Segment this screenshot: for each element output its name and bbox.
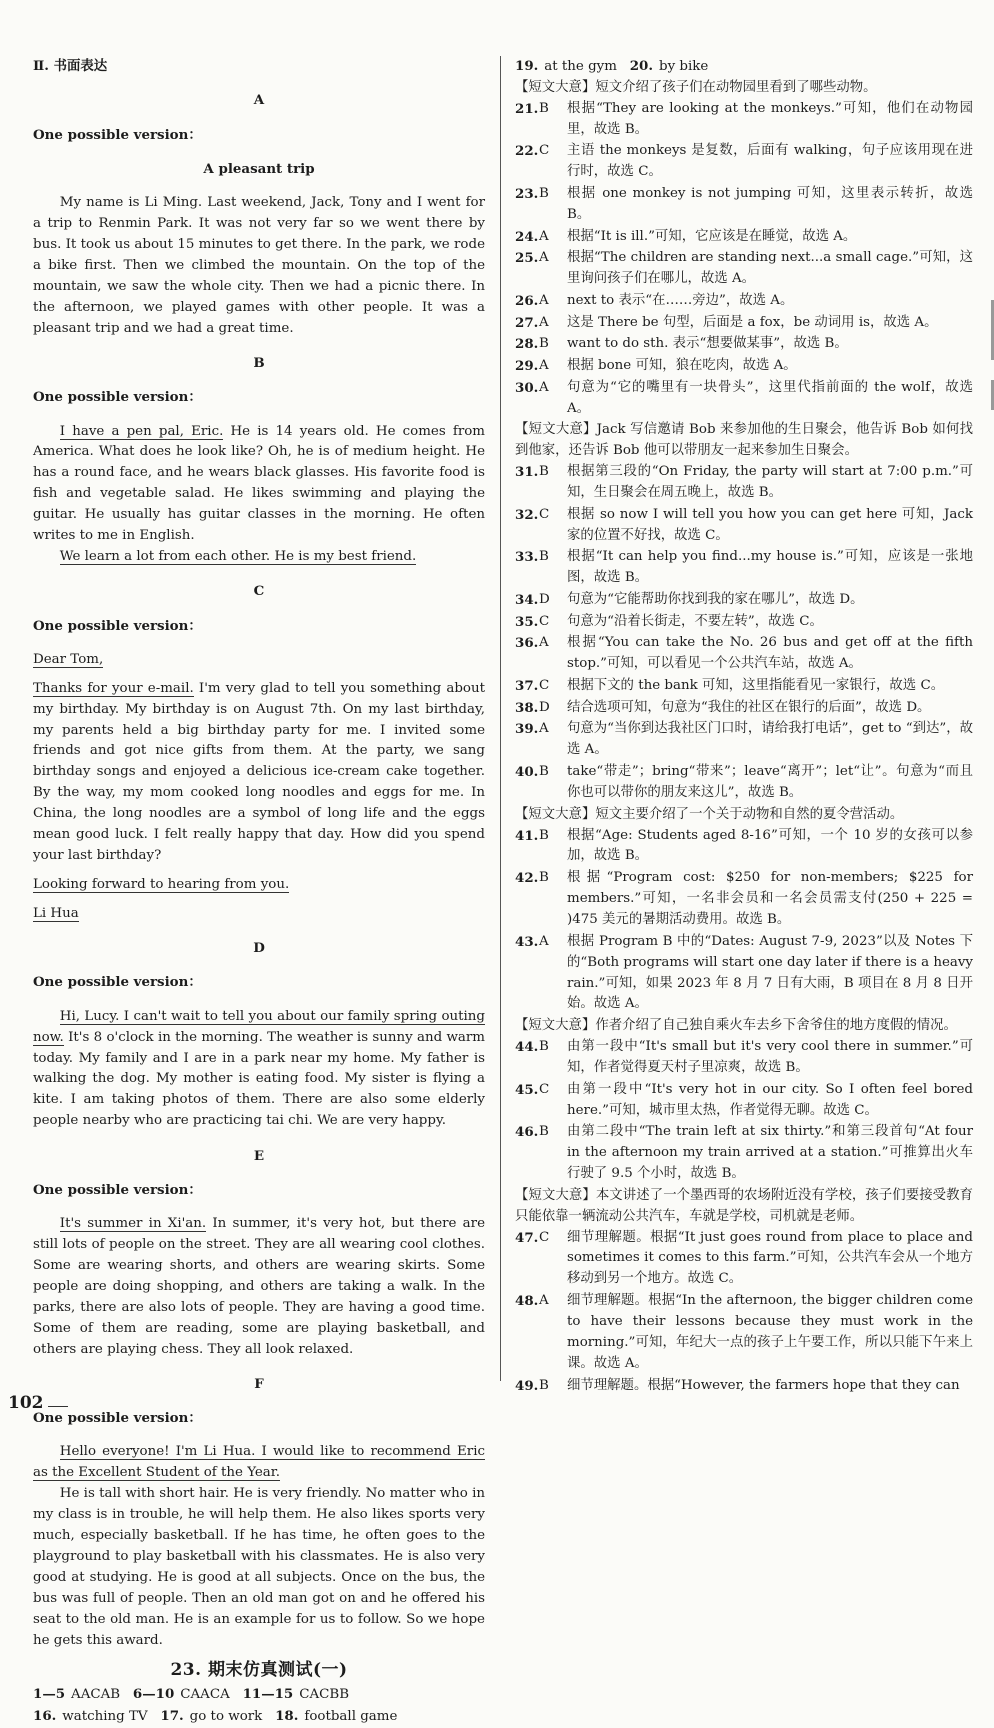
question-number: 38. xyxy=(515,699,539,716)
answer-item xyxy=(515,1291,973,1375)
answer-list xyxy=(515,826,973,1016)
answer-explanation: 根据“It can help you find...my house is.”可知，应该是一张地图，故选 B。 xyxy=(567,549,973,586)
answer-number: 20. xyxy=(629,58,654,74)
essay-d-body: It's 8 o'clock in the morning. The weather is sunny and warm today. My family and I are in a park near my home. My father is walking the dog. My mother is eating food. My sister is flying a kite. I am taking photos of them. There are also some elderly people nearby who are practicing tai chi. We are very happy. xyxy=(33,1029,485,1129)
question-number: 28. xyxy=(515,336,539,353)
essay-b-opening: I have a pen pal, Eric. xyxy=(59,423,224,439)
answer-letter: C xyxy=(539,678,550,694)
question-number: 37. xyxy=(515,678,539,695)
answer-item xyxy=(515,932,973,1016)
possible-version: One possible version： xyxy=(33,1181,202,1198)
question-number: 31. xyxy=(515,464,539,481)
answer-explanation: 根据 so now I will tell you how you can get here 可知，Jack 家的位置不好找，故选 C。 xyxy=(567,506,973,543)
question-number: 21. xyxy=(515,100,539,117)
question-number: 30. xyxy=(515,379,539,396)
question-number: 48. xyxy=(515,1293,539,1310)
answer-number: 18. xyxy=(275,1708,299,1725)
answer-keys: CACBB xyxy=(299,1687,350,1703)
answer-text: go to work xyxy=(189,1709,263,1725)
passage-summary: 【短文大意】短文介绍了孩子们在动物园里看到了哪些动物。 xyxy=(515,79,877,95)
letter-signature xyxy=(33,904,485,925)
answer-letter: B xyxy=(539,464,549,480)
answer-explanation: 细节理解题。根据“In the afternoon, the bigger children come to have their lessons because they must work in the morning.”可知，年纪大一点的孩子上午要工作，所以只能下午来上课。故选 A。 xyxy=(567,1293,973,1371)
answer-item xyxy=(515,826,973,868)
possible-version: One possible version： xyxy=(33,617,202,634)
answer-letter: A xyxy=(539,314,549,330)
answer-explanation: 由第一段中“It's very hot in our city. So I often feel bored here.”可知，城市里太热，作者觉得无聊。故选 C。 xyxy=(567,1081,973,1118)
answer-item xyxy=(515,227,973,248)
question-number: 27. xyxy=(515,314,539,331)
essay-b-closing: We learn a lot from each other. He is my best friend. xyxy=(59,548,417,564)
answer-item xyxy=(515,184,973,226)
question-number: 49. xyxy=(515,1377,539,1394)
answer-text: by bike xyxy=(659,59,709,74)
letter-closing xyxy=(33,875,485,896)
possible-version: One possible version： xyxy=(33,126,202,143)
answer-explanation: 根据“Age: Students aged 8-16”可知，一个 10 岁的女孩可以参加，故选 B。 xyxy=(567,827,973,864)
answer-letter: A xyxy=(539,721,549,737)
answer-list xyxy=(515,1037,973,1185)
answer-explanation: 细节理解题。根据“It just goes round from place to place and sometimes it comes to this farm.”可知，公共汽车会从一个地方移动到另一个地方。故选 C。 xyxy=(567,1229,973,1287)
answer-explanation: next to 表示“在……旁边”，故选 A。 xyxy=(567,292,794,308)
essay-f-text: He is tall with short hair. He is very friendly. No matter who in my class is in trouble, he will help them. He also likes sports very much, especially basketball. If he has time, he often goes to the playground to play basketball with his classmates. He is also very good at studying. He is good at all subjects. Once on the bus, the bus was full of people. Then an old man got on and he offered his seat to the old man. He is an example for us to follow. So we hope he gets this award. xyxy=(33,1486,485,1648)
answer-item xyxy=(515,590,973,611)
answer-letter: B xyxy=(539,1039,549,1055)
essay-title: A pleasant trip xyxy=(203,160,315,177)
answer-letter: A xyxy=(539,292,549,308)
page-number: 102 xyxy=(8,1393,44,1413)
answer-range: 6—10 xyxy=(132,1686,175,1703)
answer-item xyxy=(515,676,973,697)
possible-version: One possible version： xyxy=(33,1410,202,1427)
answer-explanation: 这是 There be 句型，后面是 a fox，be 动词用 is，故选 A。 xyxy=(567,314,938,330)
question-number: 43. xyxy=(515,933,539,950)
question-number: 29. xyxy=(515,358,539,375)
question-number: 32. xyxy=(515,506,539,523)
answer-explanation: 主语 the monkeys 是复数，后面有 walking，句子应该用现在进行时，故选 C。 xyxy=(567,143,973,180)
question-number: 24. xyxy=(515,228,539,245)
answer-explanation: 根据“It is ill.”可知，它应该是在睡觉，故选 A。 xyxy=(567,228,857,244)
answer-item xyxy=(515,698,973,719)
answer-explanation: 根据 one monkey is not jumping 可知，这里表示转折，故选 B。 xyxy=(567,186,973,222)
answer-letter: B xyxy=(539,186,549,202)
essay-e-body: In summer, it's very hot, but there are still lots of people on the street. They are all wearing cool clothes. Some are wearing shorts, and others are wearing skirts. Some people are doing shopping, and others are taking a walk. In the parks, there are also lots of people. They are having a good time. Some of them are reading, some are playing basketball, and others are playing chess. They all look relaxed. xyxy=(33,1216,485,1357)
answer-item xyxy=(515,547,973,589)
answer-letter: B xyxy=(539,764,549,780)
answer-range: 1—5 xyxy=(33,1686,66,1703)
answer-letter: D xyxy=(539,592,550,608)
answer-number: 17. xyxy=(160,1708,184,1725)
answer-letter: B xyxy=(539,1124,549,1140)
essay-b-closing-line xyxy=(33,547,485,568)
answer-letter: C xyxy=(539,1229,550,1245)
answer-item xyxy=(515,334,973,355)
answer-explanation: 句意为“它的嘴里有一块骨头”，这里代指前面的 the wolf，故选 A。 xyxy=(567,379,973,416)
version-label-b: B xyxy=(253,354,265,371)
answer-letter: C xyxy=(539,613,550,629)
question-number: 39. xyxy=(515,721,539,738)
answer-letter: A xyxy=(539,358,549,374)
answer-list xyxy=(515,1228,973,1397)
question-number: 46. xyxy=(515,1124,539,1141)
answer-letter: C xyxy=(539,506,550,522)
essay-b-body: He is 14 years old. He comes from America. What does he look like? Oh, he is of medium height. He has a round face, and he wears black glasses. His favorite food is fish and vegetable salad. He likes swimming and playing the guitar. He usually has guitar classes in the morning. He often writes to me in English. xyxy=(33,423,485,544)
essay-e-opening: It's summer in Xi'an. xyxy=(59,1216,207,1232)
answer-explanation: 由第一段中“It's small but it's very cool there in summer.”可知，作者觉得夏天村子里凉爽，故选 B。 xyxy=(567,1039,973,1075)
answer-letter: A xyxy=(539,635,549,651)
answer-item xyxy=(515,762,973,804)
answer-item xyxy=(515,868,973,931)
question-number: 35. xyxy=(515,613,539,630)
closing-text: Looking forward to hearing from you. xyxy=(33,876,290,892)
page-number-dash xyxy=(48,1406,68,1407)
question-number: 23. xyxy=(515,186,539,203)
answer-item xyxy=(515,248,973,290)
question-number: 26. xyxy=(515,292,539,309)
question-number: 41. xyxy=(515,827,539,844)
answer-explanation: 根据第三段的“On Friday, the party will start at 7:00 p.m.”可知，生日聚会在周五晚上，故选 B。 xyxy=(567,464,973,501)
version-label-e: E xyxy=(253,1147,265,1164)
answer-letter: A xyxy=(539,1293,549,1309)
answer-letter: B xyxy=(539,827,549,843)
question-number: 40. xyxy=(515,764,539,781)
answer-explanation: 句意为“它能帮助你找到我的家在哪儿”，故选 D。 xyxy=(567,592,864,608)
answer-explanation: 根据“Program cost: $250 for non-members; $225 for members.”可知，一名非会员和一名会员需支付(250 + 225 = )475 美元的暑期活动费用。故选 B。 xyxy=(567,870,973,927)
answer-row-top xyxy=(515,56,973,78)
passage-summary: 【短文大意】作者介绍了自己独自乘火车去乡下舍爷住的地方度假的情况。 xyxy=(515,1018,957,1034)
answer-item xyxy=(515,378,973,420)
section-heading: Ⅱ. 书面表达 xyxy=(33,58,108,74)
possible-version: One possible version： xyxy=(33,974,202,991)
answer-letter: A xyxy=(539,933,549,949)
test-title: 23. 期末仿真测试(一) xyxy=(170,1659,348,1680)
essay-c-opening: Thanks for your e-mail. xyxy=(33,680,194,696)
possible-version: One possible version： xyxy=(33,389,202,406)
question-number: 42. xyxy=(515,870,539,887)
answer-keys: CAACA xyxy=(180,1687,230,1703)
essay-c-body: I'm very glad to tell you something about my birthday. My birthday is on August 7th. On my last birthday, my parents held a big birthday party for me. I invited some friends and got nice gifts from them. At the party, we sang birthday songs and enjoyed a delicious ice-cream cake together. By the way, my mom cooked long noodles and eggs for me. In China, the long noodles are a symbol of long life and the eggs mean good luck. I felt really happy that day. How did you spend your last birthday? xyxy=(33,680,485,863)
answer-item xyxy=(515,719,973,761)
answer-explanation: 根据“They are looking at the monkeys.”可知，他们在动物园里，故选 B。 xyxy=(567,100,973,137)
left-column xyxy=(33,56,485,1728)
essay-a-text: My name is Li Ming. Last weekend, Jack, Tony and I went for a trip to Renmin Park. It was not very far so we went there by bus. It took us about 15 minutes to get there. In the park, we rode a bike first. Then we climbed the mountain. On the top of the mountain, we saw the whole city. Then we had a picnic there. In the afternoon, we played games with other people. It was a pleasant trip and we had a great time. xyxy=(33,195,485,336)
answer-letter: C xyxy=(539,1081,550,1097)
answer-letter: A xyxy=(539,379,549,395)
answer-keys: AACAB xyxy=(71,1687,121,1703)
answer-row-1 xyxy=(33,1684,485,1706)
answer-explanation: 根据 Program B 中的“Dates: August 7-9, 2023”以及 Notes 下的“Both programs will start one day later if there is a heavy rain.”可知，如果 2023 年 8 月 7 日有大雨，B 项目在 8 月 8 日开始。故选 A。 xyxy=(567,933,973,1012)
answer-explanation: take“带走”；bring“带来”；leave“离开”；let“让”。句意为“而且你也可以带你的朋友来这儿”，故选 B。 xyxy=(567,764,973,800)
answer-item xyxy=(515,1080,973,1122)
answer-text: watching TV xyxy=(62,1709,148,1725)
passage-summary: 【短文大意】本文讲述了一个墨西哥的农场附近没有学校，孩子们要接受教育只能依靠一辆流动公共汽车，车就是学校，司机就是老师。 xyxy=(515,1187,973,1224)
essay-d-text xyxy=(33,1007,485,1132)
answer-letter: B xyxy=(539,1377,549,1393)
greeting-text: Dear Tom, xyxy=(33,651,104,667)
answer-letter: C xyxy=(539,143,550,159)
question-number: 44. xyxy=(515,1039,539,1056)
answer-row-2 xyxy=(33,1706,485,1728)
answer-explanation: 根据 bone 可知，狼在吃肉，故选 A。 xyxy=(567,358,797,374)
version-label-a: A xyxy=(253,92,265,109)
answer-item xyxy=(515,462,973,504)
question-number: 45. xyxy=(515,1081,539,1098)
answer-explanation: 根据“The children are standing next...a small cage.”可知，这里询问孩子们在哪儿，故选 A。 xyxy=(567,250,973,287)
answer-item xyxy=(515,612,973,633)
version-label-f: F xyxy=(254,1375,264,1392)
version-label-c: C xyxy=(253,583,265,600)
answer-letter: A xyxy=(539,228,549,244)
answer-item xyxy=(515,505,973,547)
answer-letter: D xyxy=(539,699,550,715)
answer-list xyxy=(515,99,973,420)
answer-explanation: 根据“You can take the No. 26 bus and get off at the fifth stop.”可知，可以看见一个公共汽车站，故选 A。 xyxy=(567,635,973,672)
answer-item xyxy=(515,1228,973,1291)
question-number: 34. xyxy=(515,592,539,609)
essay-f-opening-line xyxy=(33,1442,485,1484)
answer-text: football game xyxy=(304,1709,398,1725)
answer-explanation: 结合选项可知，句意为“我住的社区在银行的后面”，故选 D。 xyxy=(567,699,931,715)
essay-c-text xyxy=(33,679,485,867)
answer-text: at the gym xyxy=(544,59,617,74)
letter-greeting xyxy=(33,650,485,671)
version-label-d: D xyxy=(253,940,265,957)
answer-number: 19. xyxy=(515,58,539,74)
answer-number: 16. xyxy=(33,1708,57,1725)
answer-letter: B xyxy=(539,870,549,886)
answer-item xyxy=(515,1376,973,1397)
signature-text: Li Hua xyxy=(33,905,79,921)
right-column xyxy=(515,56,973,1397)
answer-letter: B xyxy=(539,100,549,116)
answer-item xyxy=(515,633,973,675)
answer-item xyxy=(515,1037,973,1079)
column-divider xyxy=(500,56,501,1381)
answer-explanation: 细节理解题。根据“However, the farmers hope that they can xyxy=(567,1377,960,1393)
essay-d-opening: Hi, Lucy. I can't wait to tell you about our family spring outing now. xyxy=(33,1008,485,1045)
answer-item xyxy=(515,313,973,334)
question-number: 25. xyxy=(515,250,539,267)
answer-item xyxy=(515,99,973,141)
answer-item xyxy=(515,356,973,377)
answer-explanation: 由第二段中“The train left at six thirty.”和第三段首句“At four in the afternoon my train arrived at a station.”可推算出火车行驶了 9.5 个小时，故选 B。 xyxy=(567,1124,973,1182)
answer-range: 11—15 xyxy=(242,1686,294,1703)
question-number: 47. xyxy=(515,1229,539,1246)
answer-item xyxy=(515,291,973,312)
answer-explanation: want to do sth. 表示“想要做某事”，故选 B。 xyxy=(567,336,848,352)
answer-letter: B xyxy=(539,549,549,565)
passage-summary: 【短文大意】Jack 写信邀请 Bob 来参加他的生日聚会，他告诉 Bob 如何找到他家，还告诉 Bob 他可以带朋友一起来参加生日聚会。 xyxy=(515,422,973,459)
answer-letter: B xyxy=(539,336,549,352)
answer-explanation: 句意为“当你到达我社区门口时，请给我打电话”，get to “到达”，故选 A。 xyxy=(567,721,973,758)
essay-e-text xyxy=(33,1214,485,1360)
essay-f-opening: Hello everyone! I'm Li Hua. I would like to recommend Eric as the Excellent Student of the Year. xyxy=(33,1444,485,1481)
question-number: 33. xyxy=(515,549,539,566)
question-number: 22. xyxy=(515,143,539,160)
answer-item xyxy=(515,141,973,183)
answer-explanation: 根据下文的 the bank 可知，这里指能看见一家银行，故选 C。 xyxy=(567,678,945,694)
passage-summary: 【短文大意】短文主要介绍了一个关于动物和自然的夏令营活动。 xyxy=(515,806,904,822)
essay-b-text xyxy=(33,422,485,547)
answer-item xyxy=(515,1122,973,1185)
answer-letter: A xyxy=(539,250,549,266)
answer-list xyxy=(515,462,973,804)
answer-explanation: 句意为“沿着长街走，不要左转”，故选 C。 xyxy=(567,613,823,629)
question-number: 36. xyxy=(515,635,539,652)
